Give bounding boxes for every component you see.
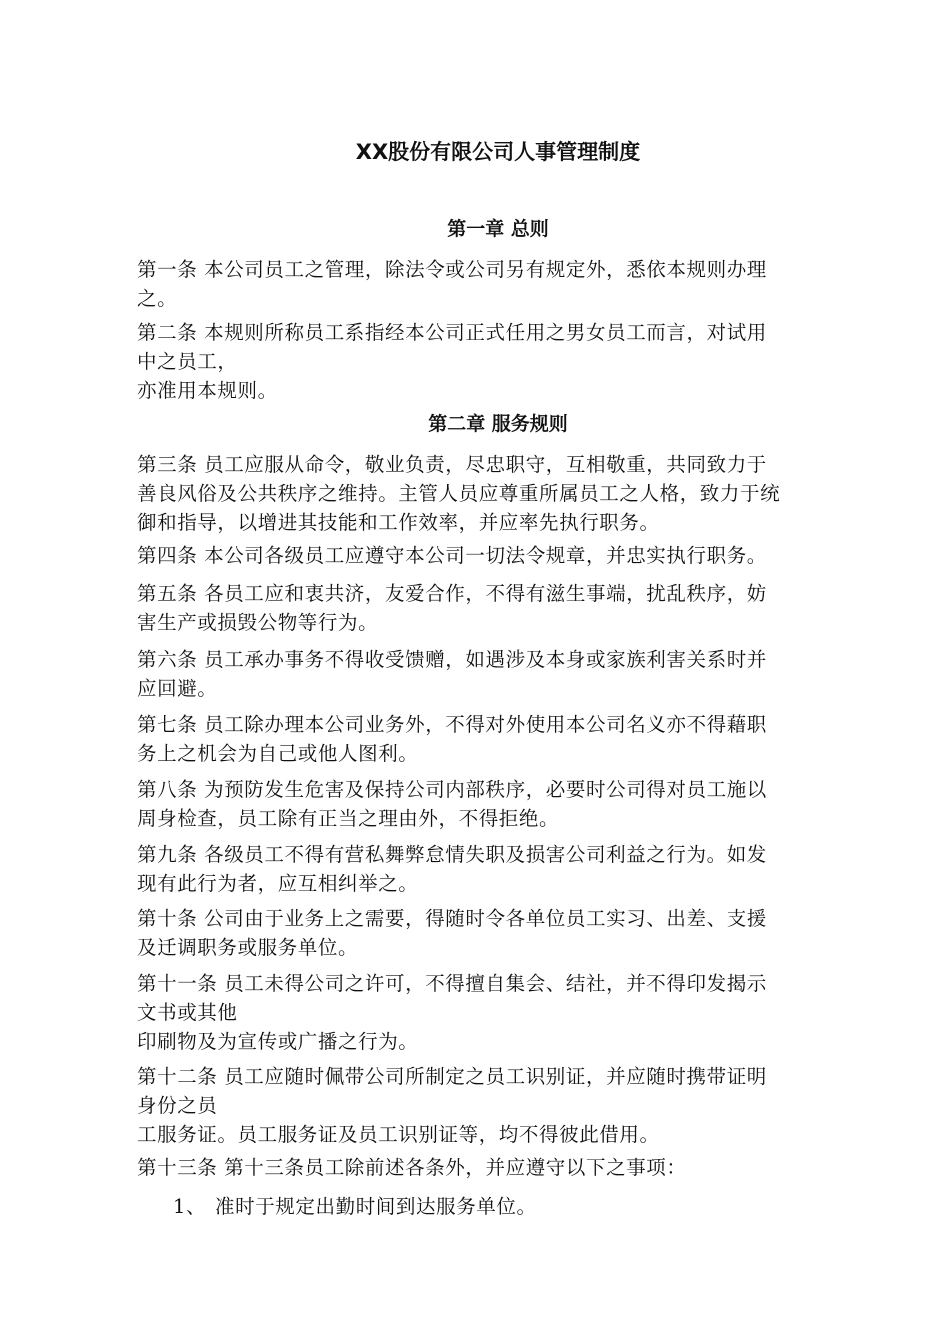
article-6-line: 应回避。	[137, 677, 218, 700]
article-2	[137, 318, 859, 405]
article-1-line: 第一条 本公司员工之管理，除法令或公司另有规定外，悉依本规则办理	[137, 258, 767, 281]
article-2-line: 中之员工，	[137, 350, 238, 373]
article-6-line: 第六条 员工承办事务不得收受馈赠，如遇涉及本身或家族利害关系时并	[137, 648, 767, 671]
list-item	[173, 1192, 859, 1221]
article-7	[137, 710, 859, 768]
article-9-line: 第九条 各级员工不得有营私舞弊怠情失职及损害公司利益之行为。如发	[137, 843, 767, 866]
list-item-text: 准时于规定出勤时间到达服务单位。	[215, 1195, 537, 1218]
article-8-line: 周身检查，员工除有正当之理由外，不得拒绝。	[137, 807, 560, 830]
article-10-line: 第十条 公司由于业务上之需要，得随时令各单位员工实习、出差、支援	[137, 907, 767, 930]
article-11-line: 印刷物及为宣传或广播之行为。	[137, 1030, 419, 1053]
article-3	[137, 450, 859, 537]
article-8	[137, 775, 859, 833]
article-3-line: 善良风俗及公共秩序之维持。主管人员应尊重所属员工之人格，致力于统	[137, 482, 781, 505]
article-5-line: 害生产或损毁公物等行为。	[137, 611, 379, 634]
article-9	[137, 840, 859, 898]
article-1-line: 之。	[137, 287, 178, 310]
article-3-line: 御和指导，以增进其技能和工作效率，并应率先执行职务。	[137, 511, 660, 534]
article-5-line: 第五条 各员工应和衷共济，友爱合作，不得有滋生事端，扰乱秩序，妨	[137, 582, 767, 605]
article-7-line: 务上之机会为自己或他人图利。	[137, 742, 419, 765]
article-1	[137, 255, 859, 313]
article-12-line: 工服务证。员工服务证及员工识别证等，均不得彼此借用。	[137, 1123, 660, 1146]
article-6	[137, 645, 859, 703]
article-5	[137, 579, 859, 637]
article-2-line: 第二条 本规则所称员工系指经本公司正式任用之男女员工而言，对试用	[137, 321, 767, 344]
article-10	[137, 904, 859, 962]
article-10-line: 及迁调职务或服务单位。	[137, 936, 359, 959]
article-7-line: 第七条 员工除办理本公司业务外，不得对外使用本公司名义亦不得藉职	[137, 713, 767, 736]
article-8-line: 第八条 为预防发生危害及保持公司内部秩序，必要时公司得对员工施以	[137, 778, 767, 801]
article-2-line: 亦准用本规则。	[137, 379, 278, 402]
article-12-line: 第十二条 员工应随时佩带公司所制定之员工识别证，并应随时携带证明	[137, 1065, 767, 1088]
article-13-line: 第十三条 第十三条员工除前述各条外，并应遵守以下之事项：	[137, 1156, 687, 1179]
article-11-line: 第十一条 员工未得公司之许可，不得擅自集会、结社，并不得印发揭示	[137, 972, 767, 995]
chapter-1-heading: 第一章 总则	[447, 218, 549, 240]
document-title: XX股份有限公司人事管理制度	[355, 140, 641, 164]
article-12-line: 身份之员	[137, 1094, 218, 1117]
article-4	[137, 541, 859, 570]
article-3-line: 第三条 员工应服从命令，敬业负责，尽忠职守，互相敬重，共同致力于	[137, 453, 767, 476]
article-4-line: 第四条 本公司各级员工应遵守本公司一切法令规章，并忠实执行职务。	[137, 544, 767, 567]
chapter-2-heading: 第二章 服务规则	[428, 413, 568, 435]
article-11	[137, 969, 859, 1056]
article-11-line: 文书或其他	[137, 1001, 238, 1024]
article-13	[137, 1153, 859, 1182]
article-12	[137, 1062, 859, 1149]
list-item-number: 1、	[173, 1195, 207, 1218]
article-9-line: 现有此行为者，应互相纠举之。	[137, 872, 419, 895]
